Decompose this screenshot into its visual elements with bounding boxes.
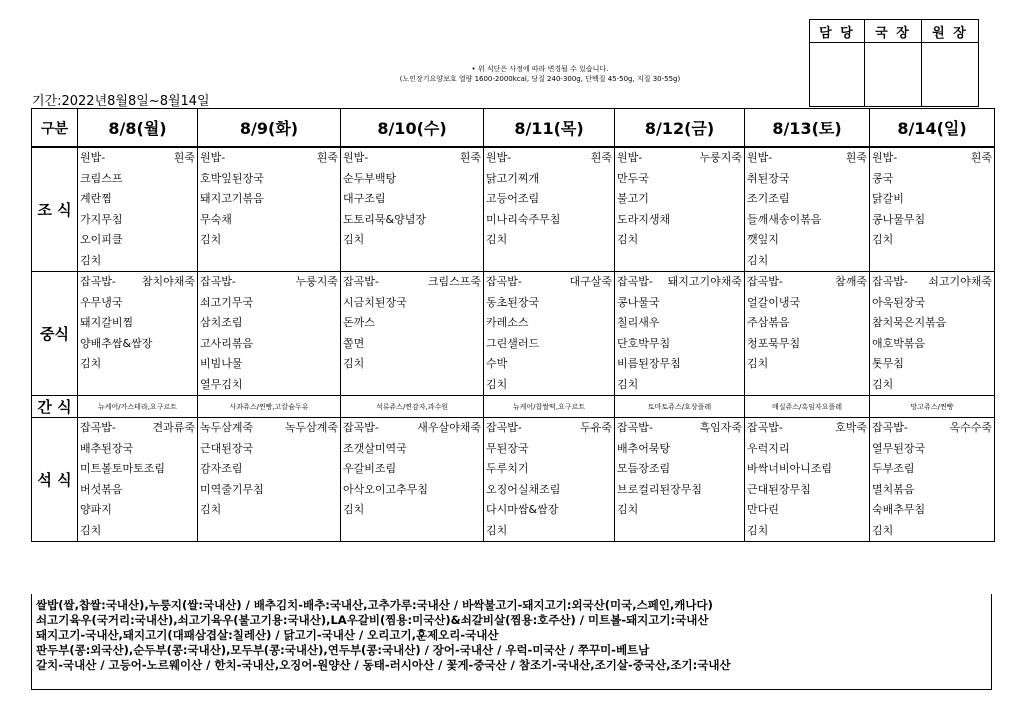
dish-item: 김치 bbox=[80, 253, 102, 267]
dish-item: 아삭오이고추무침 bbox=[343, 482, 429, 496]
dish-item: 크림스프 bbox=[80, 171, 123, 185]
dish-item: 열무된장국 bbox=[872, 441, 926, 455]
rice-porridge-line bbox=[484, 148, 614, 169]
porridge-item: 흰죽 bbox=[845, 151, 867, 164]
dish-item: 수박 bbox=[486, 357, 508, 370]
dish-item bbox=[870, 251, 994, 272]
dish-item: 김치 bbox=[617, 233, 639, 246]
dish-item: 멸치볶음 bbox=[872, 482, 915, 496]
porridge-item: 누룽지죽 bbox=[295, 275, 338, 288]
menu-cell bbox=[484, 272, 615, 396]
snack-cell: 매실쥬스/흑임자요플레 bbox=[745, 396, 870, 418]
porridge-item: 호박죽 bbox=[835, 421, 867, 434]
dish-item: 버섯볶음 bbox=[80, 482, 123, 496]
dish-item: 김치 bbox=[617, 377, 639, 391]
dish-item: 김치 bbox=[872, 523, 894, 537]
day-header: 8/10(수) bbox=[341, 109, 484, 148]
dish-item: 김치 bbox=[80, 357, 102, 370]
menu-cell bbox=[484, 147, 615, 272]
menu-notice bbox=[340, 64, 740, 84]
dish-item bbox=[745, 375, 869, 396]
meal-label: 간 식 bbox=[32, 396, 78, 418]
day-header: 8/14(일) bbox=[870, 109, 995, 148]
dish-item: 만다린 bbox=[747, 503, 779, 516]
meal-row bbox=[32, 396, 995, 418]
dish-item: 고사리볶음 bbox=[200, 336, 254, 350]
dish-item: 우럭지리 bbox=[747, 441, 790, 455]
rice-porridge-line bbox=[745, 272, 869, 293]
rice-item: 잡곡밥- bbox=[80, 275, 116, 288]
dish-item: 칠리새우 bbox=[617, 316, 660, 329]
rice-porridge-line bbox=[615, 418, 744, 439]
meal-label: 중식 bbox=[32, 272, 78, 396]
dish-item: 불고기 bbox=[617, 192, 649, 205]
dish-item: 가지무침 bbox=[80, 212, 123, 226]
dish-item: 도라지생채 bbox=[617, 212, 671, 226]
menu-cell bbox=[745, 418, 870, 542]
approval-sign-manager bbox=[810, 43, 865, 107]
rice-porridge-line bbox=[341, 148, 483, 169]
menu-cell bbox=[78, 272, 198, 396]
rice-item: 잡곡밥- bbox=[872, 275, 908, 288]
menu-cell bbox=[615, 272, 745, 396]
dish-item: 청포묵무침 bbox=[747, 336, 801, 350]
dish-item: 무숙채 bbox=[200, 212, 232, 226]
day-header: 8/12(금) bbox=[615, 109, 745, 148]
dish-item: 주삼볶음 bbox=[747, 316, 790, 329]
menu-cell bbox=[198, 272, 341, 396]
meal-label: 석 식 bbox=[32, 418, 78, 542]
origin-line: 돼지고기-국내산,돼지고기(대패삼겹살:칠레산) / 닭고기-국내산 / 오리고기,훈제오리-국내산 bbox=[36, 628, 499, 642]
dish-item: 깻잎지 bbox=[747, 233, 779, 246]
dish-item: 김치 bbox=[872, 233, 894, 246]
dish-item: 미트볼토마토조림 bbox=[80, 462, 166, 475]
dish-item: 조기조림 bbox=[747, 192, 790, 205]
dish-item: 오징어실채조림 bbox=[486, 482, 561, 496]
origin-line: 쇠고기육우(국거리:국내산),쇠고기육우(불고기용:국내산),LA우갈비(찜용:미국산)&쇠갈비살(찜용:호주산) / 미트볼-돼지고기:국내산 bbox=[36, 613, 709, 627]
menu-period: 기간:2022년8월8일~8월14일 bbox=[32, 94, 210, 109]
dish-item: 돼지갈비찜 bbox=[80, 316, 134, 329]
rice-porridge-line bbox=[745, 418, 869, 439]
dish-item: 양배추쌈&쌈장 bbox=[80, 336, 153, 350]
menu-cell bbox=[198, 418, 341, 542]
rice-porridge-line bbox=[870, 272, 994, 293]
menu-cell bbox=[615, 418, 745, 542]
approval-sign-head bbox=[922, 43, 979, 107]
menu-cell bbox=[870, 272, 995, 396]
dish-item: 그린샐러드 bbox=[486, 336, 540, 350]
dish-item: 만두국 bbox=[617, 171, 649, 185]
porridge-item: 견과류죽 bbox=[152, 421, 195, 434]
dish-item: 두루치기 bbox=[486, 462, 529, 475]
dish-item: 애호박볶음 bbox=[872, 336, 926, 350]
rice-item: 잡곡밥- bbox=[747, 421, 783, 434]
rice-porridge-line bbox=[341, 272, 483, 293]
rice-porridge-line bbox=[78, 418, 197, 439]
dish-item bbox=[78, 375, 197, 396]
porridge-item: 돼지고기야채죽 bbox=[667, 275, 742, 288]
menu-cell bbox=[870, 147, 995, 272]
rice-item: 원밥- bbox=[872, 151, 898, 164]
meal-label: 조 식 bbox=[32, 147, 78, 272]
dish-item: 콩나물국 bbox=[617, 295, 660, 309]
dish-item: 감자조림 bbox=[200, 462, 243, 475]
dish-item: 우갈비조림 bbox=[343, 462, 397, 475]
dish-item: 김치 bbox=[617, 503, 639, 516]
dish-item: 미역줄기무침 bbox=[200, 482, 264, 496]
porridge-item: 참치야채죽 bbox=[141, 275, 195, 288]
day-header: 8/8(월) bbox=[78, 109, 198, 148]
dish-item: 모듬장조림 bbox=[617, 462, 671, 475]
dish-item: 바싹너비아니조림 bbox=[747, 462, 833, 475]
rice-item: 원밥- bbox=[617, 151, 643, 164]
dish-item bbox=[341, 375, 483, 396]
rice-porridge-line bbox=[78, 272, 197, 293]
rice-porridge-line bbox=[615, 148, 744, 169]
dish-item: 도토리묵&양념장 bbox=[343, 212, 426, 226]
snack-cell: 뉴케어/찹쌀떡,요구르트 bbox=[484, 396, 615, 418]
menu-cell bbox=[341, 272, 484, 396]
dish-item: 근대된장무침 bbox=[747, 482, 811, 496]
rice-porridge-line bbox=[198, 272, 340, 293]
dish-item: 김치 bbox=[747, 357, 769, 370]
rice-item: 녹두삼계죽 bbox=[200, 421, 254, 434]
porridge-item: 흰죽 bbox=[173, 151, 195, 164]
menu-cell bbox=[484, 418, 615, 542]
approval-box bbox=[809, 19, 979, 107]
rice-item: 잡곡밥- bbox=[617, 275, 653, 288]
dish-item: 고등어조림 bbox=[486, 192, 540, 205]
dish-item bbox=[615, 251, 744, 272]
day-header: 8/9(화) bbox=[198, 109, 341, 148]
dish-item: 김치 bbox=[200, 503, 222, 516]
menu-cell bbox=[341, 418, 484, 542]
porridge-item: 옥수수죽 bbox=[949, 421, 992, 434]
dish-item: 우무냉국 bbox=[80, 295, 123, 309]
approval-label-director: 국 장 bbox=[865, 20, 922, 43]
snack-cell: 석류쥬스/찐감자,과수원 bbox=[341, 396, 484, 418]
dish-item: 김치 bbox=[80, 523, 102, 537]
dish-item: 얼갈이냉국 bbox=[747, 295, 801, 309]
menu-cell bbox=[78, 147, 198, 272]
rice-item: 잡곡밥- bbox=[486, 421, 522, 434]
dish-item: 동초된장국 bbox=[486, 295, 540, 309]
origin-line: 갈치-국내산 / 고등어-노르웨이산 / 한치-국내산,오징어-원양산 / 동태-러시아산 / 꽃게-중국산 / 참조기-국내산,조기살-중국산,조기:국내산 bbox=[36, 658, 731, 672]
dish-item: 숙배추무침 bbox=[872, 503, 926, 516]
dish-item: 근대된장국 bbox=[200, 441, 254, 455]
dish-item: 김치 bbox=[343, 357, 365, 370]
dish-item: 김치 bbox=[200, 233, 222, 246]
origin-line: 쌀밥(쌀,찹쌀:국내산),누룽지(쌀:국내산) / 배추김치-배추:국내산,고추가루:국내산 / 바싹불고기-돼지고기:외국산(미국,스페인,캐나다) bbox=[36, 598, 713, 612]
dish-item: 김치 bbox=[747, 253, 769, 267]
menu-cell bbox=[870, 418, 995, 542]
dish-item bbox=[341, 251, 483, 272]
dish-item: 돈까스 bbox=[343, 316, 375, 329]
rice-porridge-line bbox=[484, 272, 614, 293]
rice-porridge-line bbox=[78, 148, 197, 169]
menu-cell bbox=[341, 147, 484, 272]
porridge-item: 쇠고기야채죽 bbox=[928, 275, 992, 288]
rice-porridge-line bbox=[615, 272, 744, 293]
porridge-item: 새우살야채죽 bbox=[417, 421, 481, 434]
dish-item: 배추어묵탕 bbox=[617, 441, 671, 455]
porridge-item: 누룽지죽 bbox=[699, 151, 742, 164]
dish-item: 단호박무침 bbox=[617, 336, 671, 350]
rice-item: 원밥- bbox=[80, 151, 106, 164]
meal-row bbox=[32, 272, 995, 396]
porridge-item: 크림스프죽 bbox=[427, 275, 481, 288]
dish-item: 들깨새송이볶음 bbox=[747, 212, 822, 226]
rice-item: 잡곡밥- bbox=[486, 275, 522, 288]
dish-item: 순두부백탕 bbox=[343, 171, 397, 185]
porridge-item: 두유죽 bbox=[580, 421, 612, 434]
snack-cell: 토마토쥬스/호상플레 bbox=[615, 396, 745, 418]
porridge-item: 대구살죽 bbox=[569, 275, 612, 288]
menu-cell bbox=[198, 147, 341, 272]
dish-item: 계란찜 bbox=[80, 192, 112, 205]
rice-item: 잡곡밥- bbox=[617, 421, 653, 434]
dish-item: 무된장국 bbox=[486, 441, 529, 455]
dish-item: 콩나물무침 bbox=[872, 212, 926, 226]
dish-item: 아욱된장국 bbox=[872, 295, 926, 309]
dish-item: 시금치된장국 bbox=[343, 295, 407, 309]
snack-cell: 뉴케어/가스테라,요구르트 bbox=[78, 396, 198, 418]
dish-item: 비름된장무침 bbox=[617, 357, 681, 370]
porridge-item: 참깨죽 bbox=[835, 275, 867, 288]
rice-item: 원밥- bbox=[343, 151, 369, 164]
rice-item: 잡곡밥- bbox=[872, 421, 908, 434]
porridge-item: 흰죽 bbox=[970, 151, 992, 164]
snack-cell: 사과쥬스/찐빵,고칼슘두유 bbox=[198, 396, 341, 418]
snack-cell: 망고쥬스/찐빵 bbox=[870, 396, 995, 418]
dish-item: 닭고기찌개 bbox=[486, 171, 540, 185]
rice-item: 잡곡밥- bbox=[80, 421, 116, 434]
dish-item: 김치 bbox=[486, 233, 508, 246]
dish-item: 쫄면 bbox=[343, 336, 365, 350]
dish-item: 양파지 bbox=[80, 503, 112, 516]
menu-cell bbox=[745, 147, 870, 272]
dish-item bbox=[198, 521, 340, 542]
dish-item: 조갯살미역국 bbox=[343, 441, 407, 455]
rice-item: 원밥- bbox=[747, 151, 773, 164]
rice-porridge-line bbox=[341, 418, 483, 439]
dish-item: 호박잎된장국 bbox=[200, 171, 264, 185]
dish-item: 김치 bbox=[486, 523, 508, 537]
rice-porridge-line bbox=[484, 418, 614, 439]
porridge-item: 흰죽 bbox=[459, 151, 481, 164]
porridge-item: 흰죽 bbox=[590, 151, 612, 164]
dish-item: 쇠고기무국 bbox=[200, 295, 254, 309]
dish-item: 김치 bbox=[486, 377, 508, 391]
approval-label-head: 원 장 bbox=[922, 20, 979, 43]
dish-item: 미나리숙주무침 bbox=[486, 212, 561, 226]
dish-item: 오이피클 bbox=[80, 233, 123, 246]
meal-row bbox=[32, 147, 995, 272]
dish-item: 열무김치 bbox=[200, 377, 243, 391]
dish-item: 김치 bbox=[872, 377, 894, 391]
dish-item: 취된장국 bbox=[747, 171, 790, 185]
day-header: 8/11(목) bbox=[484, 109, 615, 148]
porridge-item: 흰죽 bbox=[316, 151, 338, 164]
dish-item: 돼지고기볶음 bbox=[200, 192, 264, 205]
meal-row bbox=[32, 418, 995, 542]
dish-item: 비빔나물 bbox=[200, 357, 243, 370]
rice-item: 잡곡밥- bbox=[747, 275, 783, 288]
menu-cell bbox=[78, 418, 198, 542]
rice-porridge-line bbox=[870, 148, 994, 169]
rice-item: 잡곡밥- bbox=[343, 421, 379, 434]
category-header: 구분 bbox=[32, 109, 78, 148]
approval-sign-director bbox=[865, 43, 922, 107]
dish-item: 배추된장국 bbox=[80, 441, 134, 455]
dish-item: 카레소스 bbox=[486, 316, 529, 329]
rice-porridge-line bbox=[870, 418, 994, 439]
dish-item: 김치 bbox=[747, 523, 769, 537]
dish-item: 톳무침 bbox=[872, 357, 904, 370]
dish-item: 콩국 bbox=[872, 171, 894, 185]
rice-item: 잡곡밥- bbox=[200, 275, 236, 288]
notice-line-1: • 위 식단은 사정에 따라 변경될 수 있습니다. bbox=[471, 65, 609, 73]
rice-porridge-line bbox=[745, 148, 869, 169]
dish-item: 대구조림 bbox=[343, 192, 386, 205]
dish-item: 두부조림 bbox=[872, 462, 915, 475]
porridge-item: 흑임자죽 bbox=[699, 421, 742, 434]
dish-item bbox=[615, 521, 744, 542]
approval-label-manager: 담 당 bbox=[810, 20, 865, 43]
rice-item: 원밥- bbox=[200, 151, 226, 164]
dish-item: 닭갈비 bbox=[872, 192, 904, 205]
rice-item: 잡곡밥- bbox=[343, 275, 379, 288]
dish-item: 김치 bbox=[343, 503, 365, 516]
dish-item bbox=[484, 251, 614, 272]
rice-porridge-line bbox=[198, 148, 340, 169]
notice-line-2: (노인장기요양보호 열량 1600-2000kcal, 당질 240-300g, 단백질 45-50g, 지질 30-55g) bbox=[399, 75, 681, 83]
dish-item: 참치묵은지볶음 bbox=[872, 316, 947, 329]
dish-item bbox=[198, 251, 340, 272]
rice-porridge-line bbox=[198, 418, 340, 439]
menu-cell bbox=[615, 147, 745, 272]
dish-item: 브로컬리된장무침 bbox=[617, 482, 703, 496]
header-row bbox=[32, 109, 995, 148]
rice-item: 원밥- bbox=[486, 151, 512, 164]
dish-item: 다시마쌈&쌈장 bbox=[486, 503, 559, 516]
menu-cell bbox=[745, 272, 870, 396]
porridge-item: 녹두삼계죽 bbox=[284, 421, 338, 434]
origin-line: 판두부(콩:외국산),순두부(콩:국내산),모두부(콩:국내산),연두부(콩:국내산) / 장어-국내산 / 우럭-미국산 / 쭈꾸미-베트남 bbox=[36, 643, 650, 657]
day-header: 8/13(토) bbox=[745, 109, 870, 148]
dish-item: 삼치조림 bbox=[200, 316, 243, 329]
weekly-menu-table bbox=[31, 108, 995, 542]
dish-item: 김치 bbox=[343, 233, 365, 246]
dish-item bbox=[341, 521, 483, 542]
origin-info bbox=[31, 594, 992, 690]
